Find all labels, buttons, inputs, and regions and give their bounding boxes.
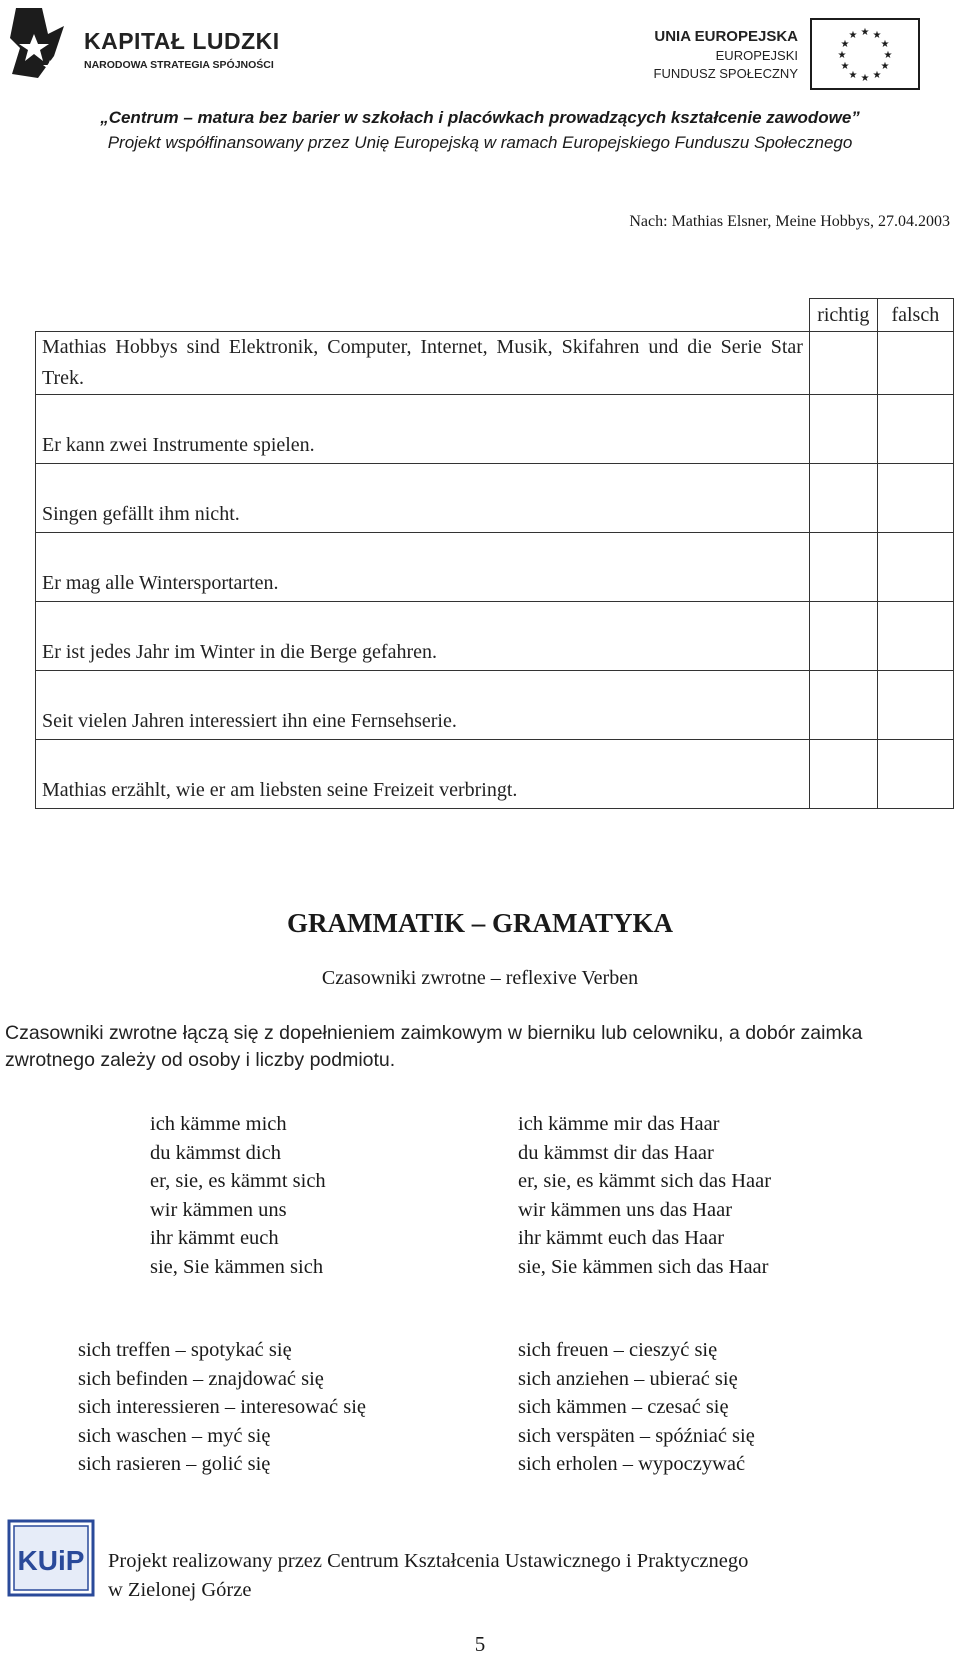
svg-text:★: ★ — [860, 73, 870, 84]
list-item: sich interessieren – interesować się — [78, 1396, 367, 1418]
list-item: sich erholen – wypoczywać — [518, 1453, 746, 1475]
footer-line-2: w Zielonej Górze — [108, 1579, 252, 1601]
answer-cell-falsch-7[interactable] — [877, 740, 953, 809]
ue-logo-line3: FUNDUSZ SPOŁECZNY — [653, 66, 798, 81]
table-row — [36, 464, 954, 533]
list-item: sich anziehen – ubierać się — [518, 1367, 738, 1390]
statement-3: Singen gefällt ihm nicht. — [36, 464, 810, 533]
statement-7: Mathias erzählt, wie er am liebsten seine Freizeit verbringt. — [36, 740, 810, 809]
svg-text:★: ★ — [840, 61, 850, 72]
table-row — [36, 332, 954, 395]
project-cofinance-note: Projekt współfinansowany przez Unię Europejską w ramach Europejskiego Funduszu Społecznego — [107, 133, 853, 152]
table-row — [36, 740, 954, 809]
answer-cell-richtig-6[interactable] — [809, 671, 877, 740]
list-item: sich verspäten – spóźniać się — [518, 1424, 755, 1447]
list-item: sich befinden – znajdować się — [78, 1367, 324, 1390]
grammar-explanation: Czasowniki zwrotne łączą się z dopełnieniem zaimkowym w bierniku lub celowniku, a dobór zaimka zwrotnego zależy od osoby i liczby podmiotu. — [5, 1022, 863, 1071]
svg-text:★: ★ — [860, 27, 870, 38]
list-item: wir kämmen uns das Haar — [518, 1198, 733, 1221]
list-item: sich waschen – myć się — [78, 1424, 271, 1447]
ue-efs-logo — [650, 18, 920, 93]
table-header-empty — [36, 299, 810, 332]
table-row — [36, 533, 954, 602]
footer-line-1: Projekt realizowany przez Centrum Kształcenia Ustawicznego i Praktycznego — [108, 1550, 749, 1572]
statement-4: Er mag alle Wintersportarten. — [36, 533, 810, 602]
list-item: sich kämmen – czesać się — [518, 1396, 729, 1418]
answer-cell-falsch-1[interactable] — [877, 332, 953, 395]
svg-text:★: ★ — [880, 61, 890, 72]
vocabulary-list-left — [78, 1336, 366, 1479]
list-item: sich treffen – spotykać się — [78, 1339, 292, 1361]
answer-cell-falsch-2[interactable] — [877, 395, 953, 464]
list-item: du kämmst dir das Haar — [518, 1141, 714, 1164]
kapital-ludzki-logo — [8, 4, 298, 84]
list-item: sie, Sie kämmen sich das Haar — [518, 1255, 769, 1278]
answer-cell-falsch-5[interactable] — [877, 602, 953, 671]
table-row — [36, 395, 954, 464]
grammar-title: GRAMMATIK – GRAMATYKA — [287, 908, 673, 938]
svg-text:★: ★ — [872, 30, 882, 41]
text-source: Nach: Mathias Elsner, Meine Hobbys, 27.04.2003 — [629, 213, 950, 230]
table-header-row — [36, 299, 954, 332]
list-item: sich freuen – cieszyć się — [518, 1339, 718, 1361]
answer-cell-richtig-2[interactable] — [809, 395, 877, 464]
answer-cell-richtig-4[interactable] — [809, 533, 877, 602]
svg-text:★: ★ — [883, 50, 893, 61]
list-item: sich rasieren – golić się — [78, 1453, 271, 1475]
ue-logo-line1: UNIA EUROPEJSKA — [654, 28, 798, 45]
conjugation-accusative-list — [150, 1110, 326, 1281]
svg-text:★: ★ — [848, 30, 858, 41]
answer-cell-falsch-6[interactable] — [877, 671, 953, 740]
answer-cell-richtig-3[interactable] — [809, 464, 877, 533]
list-item: ihr kämmt euch das Haar — [518, 1227, 725, 1249]
statement-1: Mathias Hobbys sind Elektronik, Computer, Internet, Musik, Skifahren und die Serie Star Trek. — [36, 332, 810, 395]
kuip-logo-text: KUiP — [17, 1545, 85, 1576]
list-item: wir kämmen uns — [150, 1198, 287, 1221]
answer-cell-falsch-4[interactable] — [877, 533, 953, 602]
answer-cell-richtig-5[interactable] — [809, 602, 877, 671]
statement-6: Seit vielen Jahren interessiert ihn eine Fernsehserie. — [36, 671, 810, 740]
true-false-table — [35, 298, 954, 809]
statement-5: Er ist jedes Jahr im Winter in die Berge gefahren. — [36, 602, 810, 671]
statement-2: Er kann zwei Instrumente spielen. — [36, 395, 810, 464]
ue-logo-line2: EUROPEJSKI — [715, 48, 798, 63]
table-row — [36, 602, 954, 671]
column-header-richtig: richtig — [809, 299, 877, 332]
answer-cell-falsch-3[interactable] — [877, 464, 953, 533]
kuip-logo-icon — [6, 1518, 96, 1598]
kapital-ludzki-emblem-icon — [8, 4, 68, 82]
svg-text:★: ★ — [880, 39, 890, 50]
svg-text:★: ★ — [872, 70, 882, 81]
list-item: du kämmst dich — [150, 1141, 281, 1164]
kapital-ludzki-title: KAPITAŁ LUDZKI — [84, 28, 280, 54]
kapital-ludzki-subtitle: NARODOWA STRATEGIA SPÓJNOŚCI — [84, 59, 274, 71]
project-title: „Centrum – matura bez barier w szkołach i placówkach prowadzących kształcenie zawodowe” — [100, 108, 860, 127]
list-item: ich kämme mich — [150, 1113, 287, 1135]
answer-cell-richtig-1[interactable] — [809, 332, 877, 395]
answer-cell-richtig-7[interactable] — [809, 740, 877, 809]
conjugation-dative-list — [518, 1110, 771, 1281]
svg-text:★: ★ — [837, 50, 847, 61]
list-item: ich kämme mir das Haar — [518, 1113, 720, 1135]
page-number: 5 — [474, 1632, 486, 1656]
column-header-falsch: falsch — [877, 299, 953, 332]
list-item: er, sie, es kämmt sich — [150, 1170, 326, 1192]
table-row — [36, 671, 954, 740]
svg-text:★: ★ — [840, 39, 850, 50]
list-item: ihr kämmt euch — [150, 1227, 279, 1249]
svg-text:★: ★ — [848, 70, 858, 81]
vocabulary-list-right — [518, 1336, 755, 1479]
list-item: er, sie, es kämmt sich das Haar — [518, 1170, 772, 1192]
grammar-subtitle: Czasowniki zwrotne – reflexive Verben — [321, 967, 639, 989]
list-item: sie, Sie kämmen sich — [150, 1255, 324, 1278]
eu-flag-icon — [810, 18, 920, 90]
